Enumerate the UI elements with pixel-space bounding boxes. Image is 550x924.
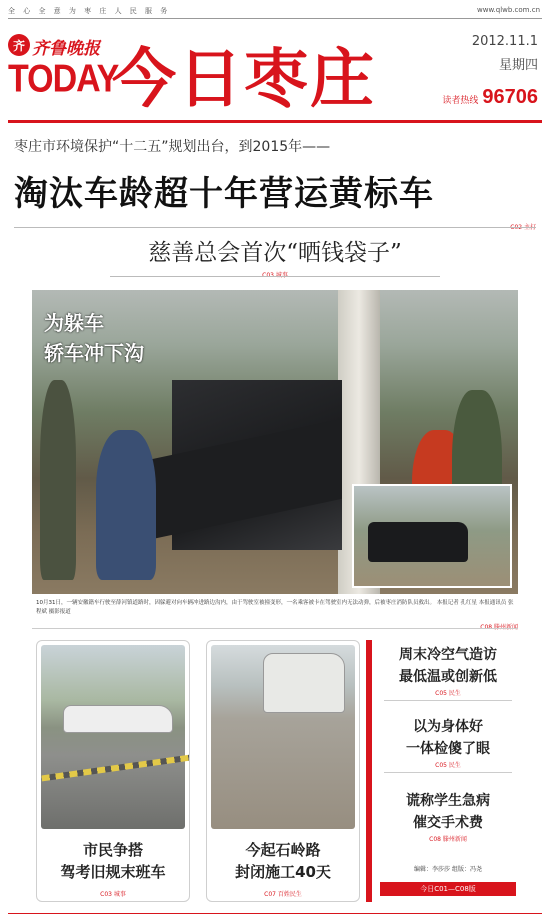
- card-photo: [41, 645, 185, 829]
- sidebar-item-line1: 以为身体好: [413, 719, 483, 735]
- driving-test-car: [63, 705, 173, 733]
- story-card[interactable]: [206, 640, 360, 902]
- photo-credit: 本报记者 孔红星 本报通讯员 张程斌 摄影报道: [36, 600, 514, 615]
- card-title-line1: 今起石岭路: [245, 841, 321, 859]
- photo-divider: [32, 628, 518, 629]
- sidebar-item[interactable]: [380, 716, 516, 776]
- sidebar-item[interactable]: [380, 790, 516, 843]
- sidebar-item-line2: 最低温或创新低: [399, 669, 497, 685]
- sidebar-item-ref: C08 滕州新闻: [429, 836, 467, 843]
- photo-caption: [36, 599, 518, 617]
- sidebar-item-ref: C05 民生: [435, 690, 461, 697]
- issue-date: 2012.11.1: [471, 34, 538, 49]
- card-title: [207, 839, 359, 883]
- photo-headline-line1: 为躲车: [44, 311, 104, 335]
- logo-today: TODAY: [8, 57, 119, 101]
- section-index[interactable]: 今日C01—C08版: [380, 882, 516, 896]
- lead-divider: [14, 227, 536, 228]
- card-title-line2: 驾考旧规末班车: [60, 863, 166, 881]
- brand-title: 今日枣庄: [112, 42, 376, 117]
- photo-headline-line2: 轿车冲下沟: [44, 341, 144, 365]
- photo-person: [40, 380, 76, 580]
- sidebar-item-line2: 催交手术费: [413, 815, 483, 831]
- main-photo[interactable]: [32, 290, 518, 594]
- sidebar-item-line2: 一体检傻了眼: [406, 741, 490, 757]
- card-photo: [211, 645, 355, 829]
- photo-description: 10月31日，一辆安徽籍车行驶至薛河镇道路时，因躲避对向车辆冲进路边沟内，由于驾驶室被撞变形，一名乘客被卡在驾驶室内无法动弹，后被枣庄消防队员救出。: [36, 600, 436, 606]
- top-slogan: 全 心 全 意 为 枣 庄 人 民 服 务: [8, 7, 171, 15]
- qilu-logo: [8, 32, 108, 58]
- card-title: [37, 839, 189, 883]
- card-title-line1: 市民争搭: [82, 841, 143, 859]
- sidebar-item-ref: C05 民生: [435, 762, 461, 769]
- card-title-line2: 封闭施工40天: [235, 863, 331, 881]
- reader-hotline: [442, 86, 538, 109]
- lead-headline[interactable]: 淘汰车龄超十年营运黄标车: [14, 174, 434, 214]
- photo-headline: [44, 308, 144, 368]
- second-ref: [0, 270, 550, 279]
- sidebar-divider: [384, 700, 512, 701]
- hotline-number: 96706: [482, 86, 538, 108]
- card-ref: C07 百姓民生: [264, 891, 302, 898]
- sidebar-item-line1: 周末冷空气造访: [399, 647, 497, 663]
- issue-weekday: 星期四: [498, 58, 538, 73]
- hotline-label: 读者热线: [442, 96, 479, 106]
- inset-car: [368, 522, 468, 562]
- road-marking: [41, 755, 190, 782]
- second-divider: [110, 276, 440, 277]
- second-headline[interactable]: 慈善总会首次“晒钱袋子”: [148, 240, 402, 266]
- masthead: [8, 24, 542, 120]
- sidebar-divider: [384, 772, 512, 773]
- editor-credit: 编辑：李莎莎 组版：冯尧: [414, 866, 482, 873]
- sidebar-accent: [366, 640, 372, 902]
- photo-person: [96, 430, 156, 580]
- white-van: [263, 653, 345, 713]
- masthead-divider: [8, 120, 542, 123]
- site-url[interactable]: www.qlwb.com.cn: [477, 6, 540, 14]
- sidebar-item[interactable]: [380, 644, 516, 704]
- bottom-divider: [8, 913, 542, 914]
- lead-kicker: 枣庄市环境保护“十二五”规划出台，到2015年——: [14, 139, 331, 155]
- card-ref: C03 城事: [100, 891, 126, 898]
- sidebar-item-line1: 谎称学生急病: [406, 793, 490, 809]
- top-divider: [8, 18, 542, 19]
- story-card[interactable]: [36, 640, 190, 902]
- logo-name: 齐鲁晚报: [32, 39, 100, 59]
- logo-mark-icon: 齐: [8, 34, 30, 56]
- inset-photo: [352, 484, 512, 588]
- photo-ref: [480, 622, 518, 631]
- news-sidebar: [366, 640, 516, 902]
